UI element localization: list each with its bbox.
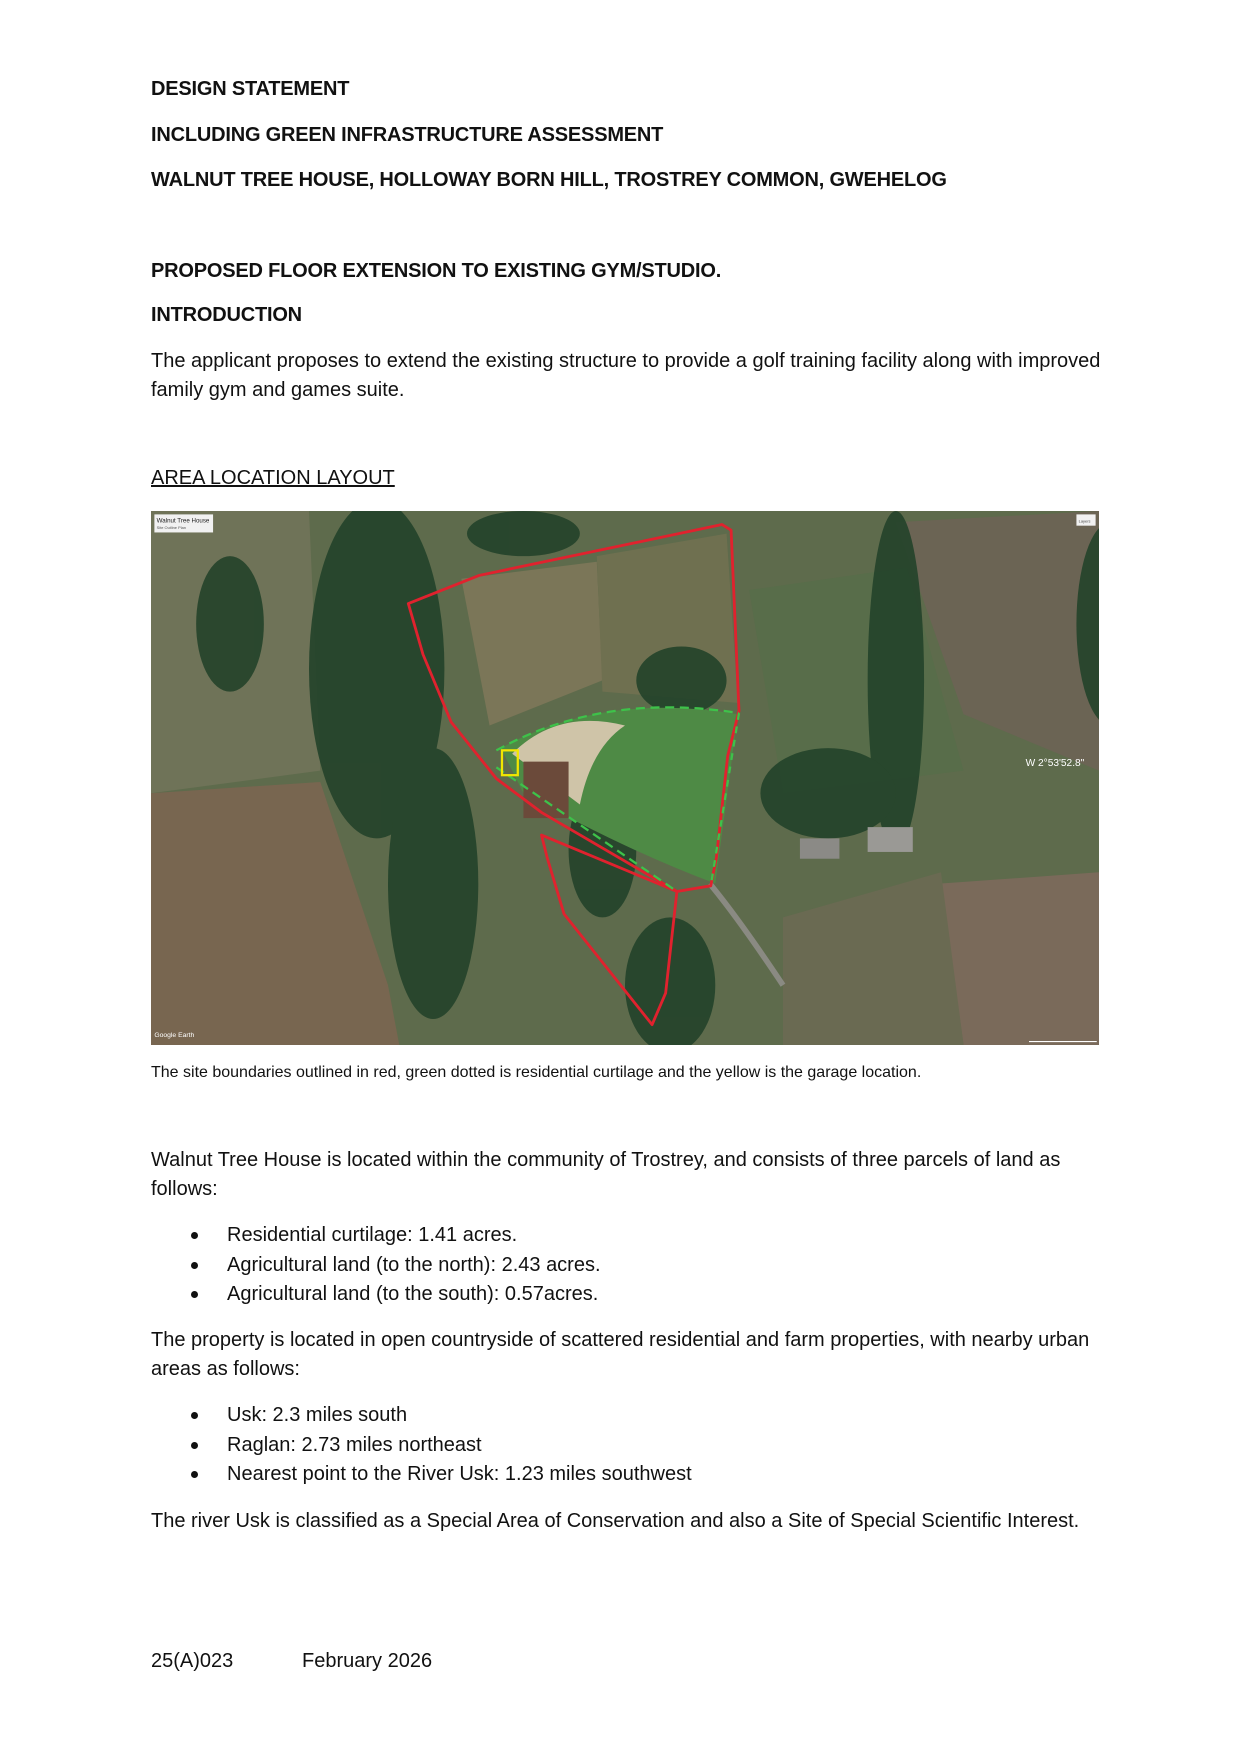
list-item: Usk: 2.3 miles south	[151, 1401, 692, 1431]
parcels-intro: Walnut Tree House is located within the community of Trostrey, and consists of three parcels of land as follows:	[151, 1149, 1061, 1200]
list-item: Residential curtilage: 1.41 acres.	[151, 1221, 601, 1251]
area-layout-heading: AREA LOCATION LAYOUT	[151, 467, 395, 489]
river-note: The river Usk is classified as a Special Area of Conservation and also a Site of Special Scientific Interest.	[151, 1510, 1080, 1532]
coordinate-readout: W 2°53'52.8"	[1025, 758, 1085, 770]
layers-button-label: Layers	[1078, 518, 1091, 524]
parcels-list	[151, 1221, 601, 1310]
proposal-heading: PROPOSED FLOOR EXTENSION TO EXISTING GYM/STUDIO.	[151, 260, 722, 282]
list-item: Agricultural land (to the north): 2.43 acres.	[151, 1251, 601, 1281]
map-label: Walnut Tree House	[156, 517, 210, 525]
document-title: DESIGN STATEMENT	[151, 78, 350, 100]
map-sublabel: Site Outline Plan	[156, 525, 186, 531]
site-address: WALNUT TREE HOUSE, HOLLOWAY BORN HILL, TROSTREY COMMON, GWEHELOG	[151, 169, 947, 191]
list-item: Nearest point to the River Usk: 1.23 miles southwest	[151, 1460, 692, 1490]
footer-reference: 25(A)023	[151, 1650, 234, 1672]
location-intro: The property is located in open countryside of scattered residential and farm properties, with nearby urban areas as follows:	[151, 1329, 1090, 1380]
document-subtitle: INCLUDING GREEN INFRASTRUCTURE ASSESSMENT	[151, 124, 664, 146]
introduction-text: The applicant proposes to extend the existing structure to provide a golf training facility along with improved family gym and games suite.	[151, 350, 1101, 401]
footer-date: February 2026	[302, 1650, 433, 1672]
map-caption: The site boundaries outlined in red, green dotted is residential curtilage and the yellow is the garage location.	[151, 1064, 922, 1081]
introduction-heading: INTRODUCTION	[151, 304, 302, 326]
google-earth-brand: Google Earth	[154, 1032, 195, 1040]
aerial-site-map	[151, 511, 1099, 1045]
list-item: Raglan: 2.73 miles northeast	[151, 1431, 692, 1461]
list-item: Agricultural land (to the south): 0.57acres.	[151, 1280, 601, 1310]
urban-areas-list	[151, 1401, 692, 1490]
